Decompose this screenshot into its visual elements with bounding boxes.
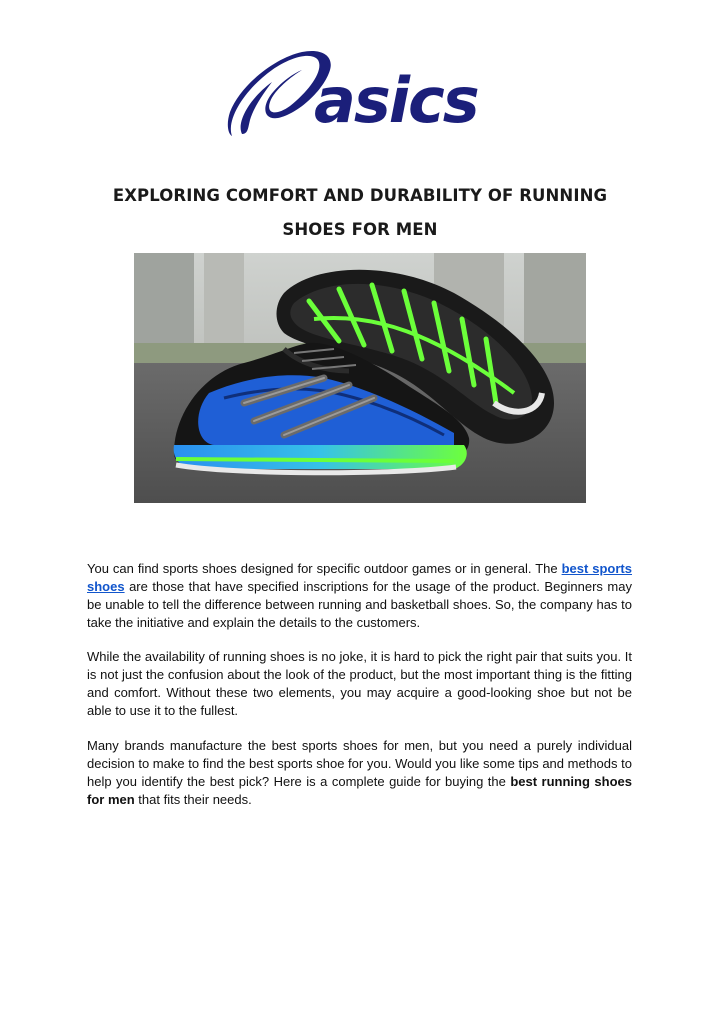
best-running-shoes-emphasis: best running shoes for men [87, 773, 632, 807]
page-title-line-2: SHOES FOR MEN [282, 220, 438, 239]
svg-text:asics: asics [314, 64, 478, 137]
page-title-line-1: EXPLORING COMFORT AND DURABILITY OF RUNNING [112, 186, 608, 205]
asics-logo [226, 50, 488, 140]
paragraph-1 [87, 560, 632, 632]
running-shoes-photo [134, 253, 586, 503]
running-shoe-photo-icon [134, 253, 586, 503]
paragraph-2: While the availability of running shoes is no joke, it is hard to pick the right pair that suits you. It is not just the confusion about the look of the product, but the most important thing is the fitting and comfort. Without these two elements, you may acquire a good-looking shoe but not be able to use it to the fullest. [87, 649, 632, 718]
paragraph-1-text-a: You can find sports shoes designed for specific outdoor games or in general. The [87, 561, 562, 576]
paragraph-1-text-b: are those that have specified inscriptions for the usage of the product. Beginners may be unable to tell the difference between running and basketball shoes. So, the company has to take the initiative and explain the details to the customers. [87, 578, 632, 630]
best-sports-shoes-link[interactable]: best sports shoes [87, 561, 632, 594]
paragraph-3-text-a: Many brands manufacture the best sports shoes for men, but you need a purely individual decision to make to find the best sports shoe for you. Would you like some tips and methods to help you identify the best pick? Here is a complete guide for buying the [87, 738, 632, 789]
asics-logo-icon [226, 50, 488, 140]
paragraph-3 [87, 737, 632, 809]
paragraph-3-text-b: that fits their needs. [134, 791, 252, 807]
